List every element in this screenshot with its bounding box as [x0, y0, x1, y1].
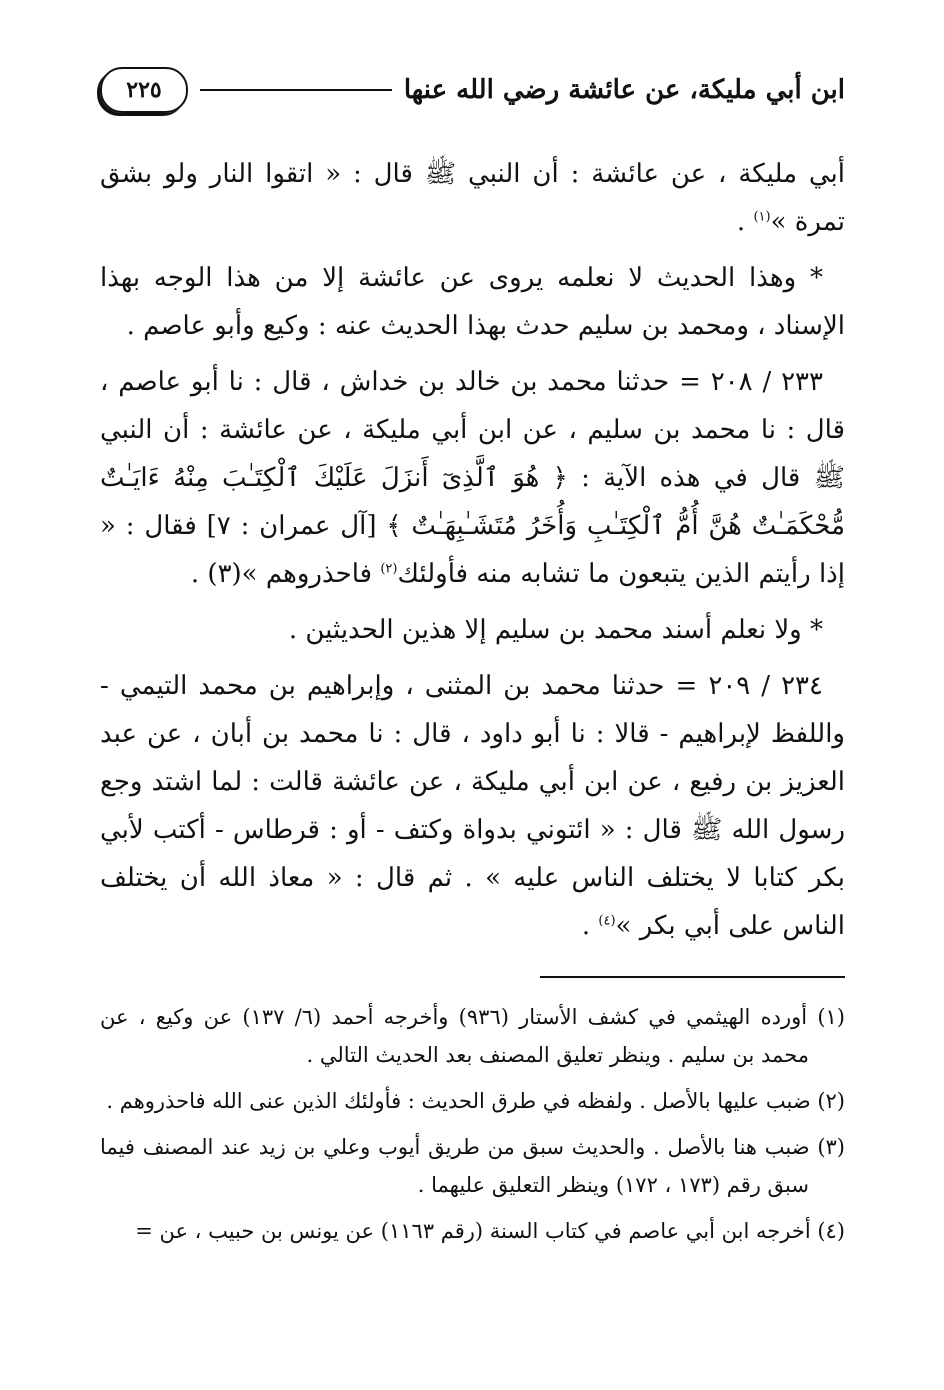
footnote: (٣) ضبب هنا بالأصل . والحديث سبق من طريق أيوب وعلي بن زيد عند المصنف فيما سبق رقم (١٧٣ ، ١٧٢) وينظر التعليق عليهما . — [100, 1135, 845, 1197]
footnotes — [100, 998, 845, 1250]
page-number: ٢٢٥ — [126, 77, 162, 103]
paragraph-text: * ولا نعلم أسند محمد بن سليم إلا هذين الحديثين . — [288, 615, 823, 645]
paragraph — [100, 150, 845, 246]
page-number-badge — [100, 67, 188, 113]
footnote-separator — [540, 976, 845, 978]
footnote-marker: (٤) — [598, 913, 616, 929]
page-header — [100, 64, 845, 116]
header-rule — [200, 89, 392, 91]
running-title: ابن أبي مليكة، عن عائشة رضي الله عنها — [403, 75, 845, 105]
paragraph-text: أبي مليكة ، عن عائشة : أن النبي ﷺ قال : « اتقوا النار ولو بشق تمرة » — [100, 159, 845, 237]
paragraph-text: * وهذا الحديث لا نعلمه يروى عن عائشة إلا من هذا الوجه بهذا الإسناد ، ومحمد بن سليم حدث بهذا الحديث عنه : وكيع وأبو عاصم . — [100, 263, 845, 341]
paragraph — [100, 254, 845, 350]
paragraph — [100, 662, 845, 950]
paragraph-tail: . — [736, 207, 754, 237]
paragraph-tail: . — [581, 911, 599, 941]
footnote: (١) أورده الهيثمي في كشف الأستار (٩٣٦) وأخرجه أحمد (٦/ ١٣٧) عن وكيع ، عن محمد بن سليم . وينظر تعليق المصنف بعد الحديث التالي . — [100, 1005, 845, 1067]
book-page — [100, 64, 845, 1364]
paragraph — [100, 358, 845, 598]
footnote: (٤) أخرجه ابن أبي عاصم في كتاب السنة (رقم ١١٦٣) عن يونس بن حبيب ، عن = — [135, 1219, 845, 1243]
paragraph — [100, 606, 845, 654]
paragraph-text: ٢٣٤ / ٢٠٩ = حدثنا محمد بن المثنى ، وإبراهيم بن محمد التيمي - واللفظ لإبراهيم - قالا : نا أبو داود ، قال : نا محمد بن أبان ، عن عبد العزيز بن رفيع ، عن ابن أبي مليكة ، عن عائشة قالت : لما اشتد وجع رسول الله ﷺ قال : « ائتوني بدواة وكتف - أو : قرطاس - أكتب لأبي بكر كتابا لا يختلف الناس عليه » . ثم قال : « معاذ الله أن يختلف الناس على أبي بكر » — [100, 671, 845, 941]
footnote-marker: (٢) — [380, 561, 398, 577]
footnote: (٢) ضبب عليها بالأصل . ولفظه في طرق الحديث : فأولئك الذين عنى الله فاحذروهم . — [106, 1089, 845, 1113]
paragraph-text: ٢٣٣ / ٢٠٨ = حدثنا محمد بن خالد بن خداش ، قال : نا أبو عاصم ، قال : نا محمد بن سليم ، عن ابن أبي مليكة ، عن عائشة : أن النبي ﷺ قال في هذه الآية : ﴿ هُوَ ٱلَّذِىٓ أَنزَلَ عَلَيْكَ ٱلْكِتَـٰبَ مِنْهُ ءَايَـٰتٌ مُّحْكَمَـٰتٌ هُنَّ أُمُّ ٱلْكِتَـٰبِ وَأُخَرُ مُتَشَـٰبِهَـٰتٌ ﴾ [آل عمران : ٧] فقال : « إذا رأيتم الذين يتبعون ما تشابه منه فأولئك — [100, 367, 845, 589]
paragraph-tail: فاحذروهم »(٣) . — [190, 559, 381, 589]
footnote-separator-wrap — [100, 958, 845, 998]
footnote-marker: (١) — [753, 209, 771, 225]
main-text — [100, 150, 845, 950]
